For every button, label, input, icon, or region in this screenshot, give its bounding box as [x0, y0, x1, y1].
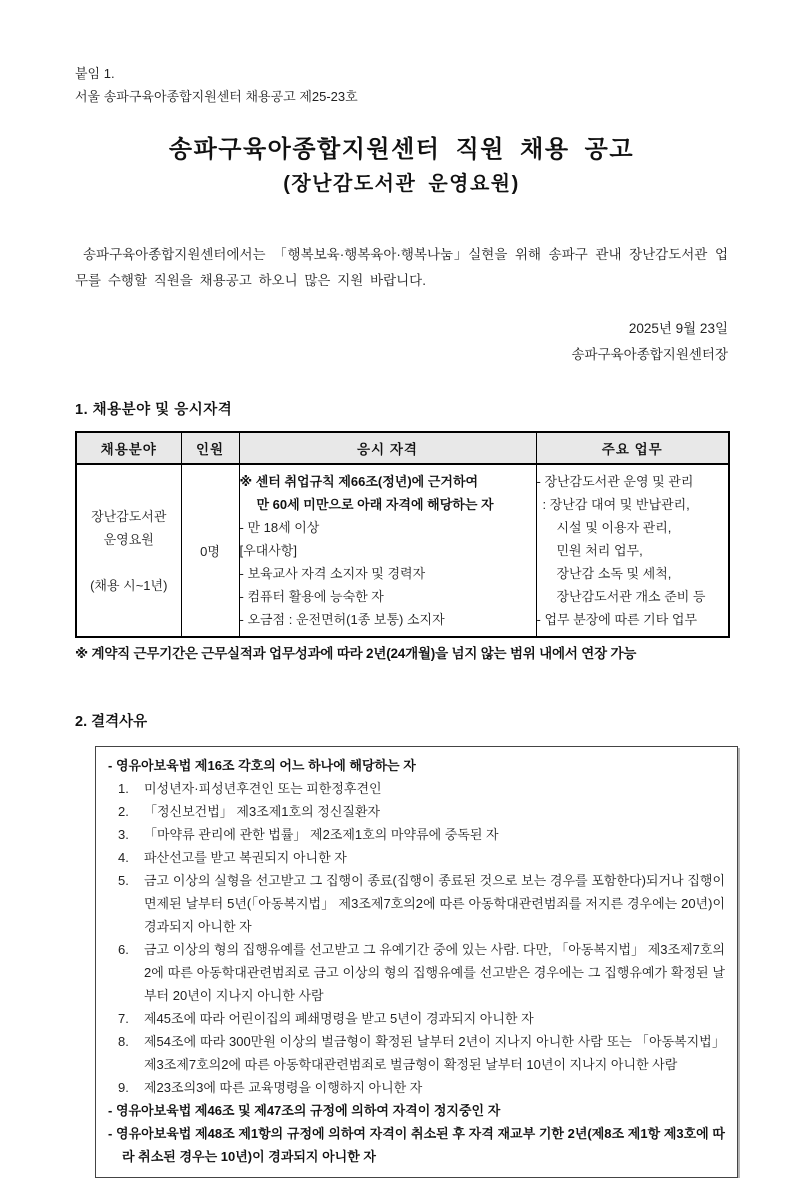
item-text: 제54조에 따라 300만원 이상의 벌금형이 확정된 날부터 2년이 지나지 아니한 사람 또는 「아동복지법」 제3조제7호의2에 따른 아동학대관련범죄로 벌금형이 확정된 날부터 10년이 지나지 아니한 사람	[144, 1034, 725, 1072]
item-number: 6.	[118, 942, 129, 957]
item-text: 미성년자·피성년후견인 또는 피한정후견인	[144, 781, 382, 796]
contract-note: ※ 계약직 근무기간은 근무실적과 업무성과에 따라 2년(24개월)을 넘지 않는 범위 내에서 연장 가능	[75, 646, 637, 661]
table-header-row	[76, 432, 729, 464]
field-line: 운영요원	[103, 531, 154, 547]
page-subtitle: (장난감도서관 운영요원)	[283, 173, 520, 195]
item-number: 9.	[118, 1080, 129, 1095]
header-field: 채용분야	[76, 432, 181, 464]
section1-heading: 1. 채용분야 및 응시자격	[75, 402, 233, 418]
disqualification-item	[108, 800, 725, 823]
item-number: 3.	[118, 827, 129, 842]
attachment-label: 붙임 1.	[75, 66, 115, 81]
disqualification-item	[108, 846, 725, 869]
duty-line: - 장난감도서관 운영 및 관리	[536, 474, 694, 489]
item-number: 8.	[118, 1034, 129, 1049]
item-number: 4.	[118, 850, 129, 865]
duty-cell	[536, 464, 729, 637]
page-title: 송파구육아종합지원센터 직원 채용 공고	[168, 136, 635, 163]
item-number: 7.	[118, 1011, 129, 1026]
item-text: 「마약류 관리에 관한 법률」 제2조제1호의 마약류에 중독된 자	[144, 827, 499, 842]
qualification-line: - 컴퓨터 활용에 능숙한 자	[239, 589, 384, 604]
item-text: 「정신보건법」 제3조제1호의 정신질환자	[144, 804, 381, 819]
field-line: (채용 시~1년)	[90, 577, 168, 593]
field-line: 장난감도서관	[91, 508, 167, 524]
item-text: 금고 이상의 실형을 선고받고 그 집행이 종료(집행이 종료된 것으로 보는 경우를 포함한다)되거나 집행이 면제된 날부터 5년(「아동복지법」 제3조제7호의2에 따른 아동학대관련범죄를 저지른 경우에는 20년)이 경과되지 아니한 자	[144, 873, 725, 934]
doc-number: 서울 송파구육아종합지원센터 채용공고 제25-23호	[75, 89, 358, 104]
disqualification-item	[108, 823, 725, 846]
header-qualification: 응시 자격	[239, 432, 536, 464]
item-number: 1.	[118, 781, 129, 796]
date-block	[75, 316, 728, 368]
item-text: 제23조의3에 따른 교육명령을 이행하지 아니한 자	[144, 1080, 423, 1095]
item-number: 2.	[118, 804, 129, 819]
duty-line: : 장난감 대여 및 반납관리,	[542, 497, 690, 512]
qualification-line: ※ 센터 취업규칙 제66조(정년)에 근거하여	[239, 474, 479, 489]
header-headcount: 인원	[181, 432, 239, 464]
qualification-line: - 보육교사 자격 소지자 및 경력자	[239, 566, 426, 581]
qualification-line: [우대사항]	[239, 543, 297, 558]
recruitment-table	[75, 431, 730, 638]
announcement-date: 2025년 9월 23일	[628, 321, 728, 336]
disqualification-box	[95, 746, 738, 1178]
disqualification-item	[108, 869, 725, 938]
item-text: 제45조에 따라 어린이집의 폐쇄명령을 받고 5년이 경과되지 아니한 자	[144, 1011, 534, 1026]
disqualification-item	[108, 1076, 725, 1099]
headcount-cell: 0명	[181, 464, 239, 637]
table-row	[76, 464, 729, 637]
qualification-line: - 만 18세 이상	[239, 520, 320, 535]
duty-line: 장난감 소독 및 세척,	[556, 566, 672, 581]
section2-heading: 2. 결격사유	[75, 714, 148, 730]
box-tail-1: - 영유아보육법 제46조 및 제47조의 규정에 의하여 자격이 정지중인 자	[108, 1103, 501, 1118]
qualification-cell	[239, 464, 536, 637]
header-duties: 주요 업무	[536, 432, 729, 464]
title-block	[75, 132, 728, 200]
disqualification-item	[108, 1007, 725, 1030]
signer: 송파구육아종합지원센터장	[571, 347, 728, 362]
document-meta	[75, 62, 728, 108]
disqualification-item	[108, 938, 725, 1007]
item-number: 5.	[118, 873, 129, 888]
disqualification-item	[108, 1030, 725, 1076]
qualification-line: 만 60세 미만으로 아래 자격에 해당하는 자	[256, 497, 494, 512]
box-lead: - 영유아보육법 제16조 각호의 어느 하나에 해당하는 자	[108, 758, 416, 773]
intro-paragraph: 송파구육아종합지원센터에서는 「행복보육·행복육아·행복나눔」실현을 위해 송파구 관내 장난감도서관 업무를 수행할 직원을 채용공고 하오니 많은 지원 바랍니다.	[75, 247, 728, 288]
box-tail-2: - 영유아보육법 제48조 제1항의 규정에 의하여 자격이 취소된 후 자격 재교부 기한 2년(제8조 제1항 제3호에 따라 취소된 경우는 10년)이 경과되지 아니한 자	[108, 1126, 725, 1164]
duty-line: 장난감도서관 개소 준비 등	[556, 589, 706, 604]
duty-line: 민원 처리 업무,	[556, 543, 643, 558]
field-cell	[76, 464, 181, 637]
duty-line: 시설 및 이용자 관리,	[556, 520, 672, 535]
qualification-line: - 오금점 : 운전면허(1종 보통) 소지자	[239, 612, 445, 627]
item-text: 금고 이상의 형의 집행유예를 선고받고 그 유예기간 중에 있는 사람. 다만, 「아동복지법」 제3조제7호의2에 따른 아동학대관련범죄로 금고 이상의 형의 집행유예를 선고받은 경우에는 그 집행유예가 확정된 날부터 20년이 지나지 아니한 사람	[144, 942, 725, 1003]
item-text: 파산선고를 받고 복권되지 아니한 자	[144, 850, 347, 865]
duty-line: - 업무 분장에 따른 기타 업무	[536, 612, 698, 627]
disqualification-item	[108, 777, 725, 800]
